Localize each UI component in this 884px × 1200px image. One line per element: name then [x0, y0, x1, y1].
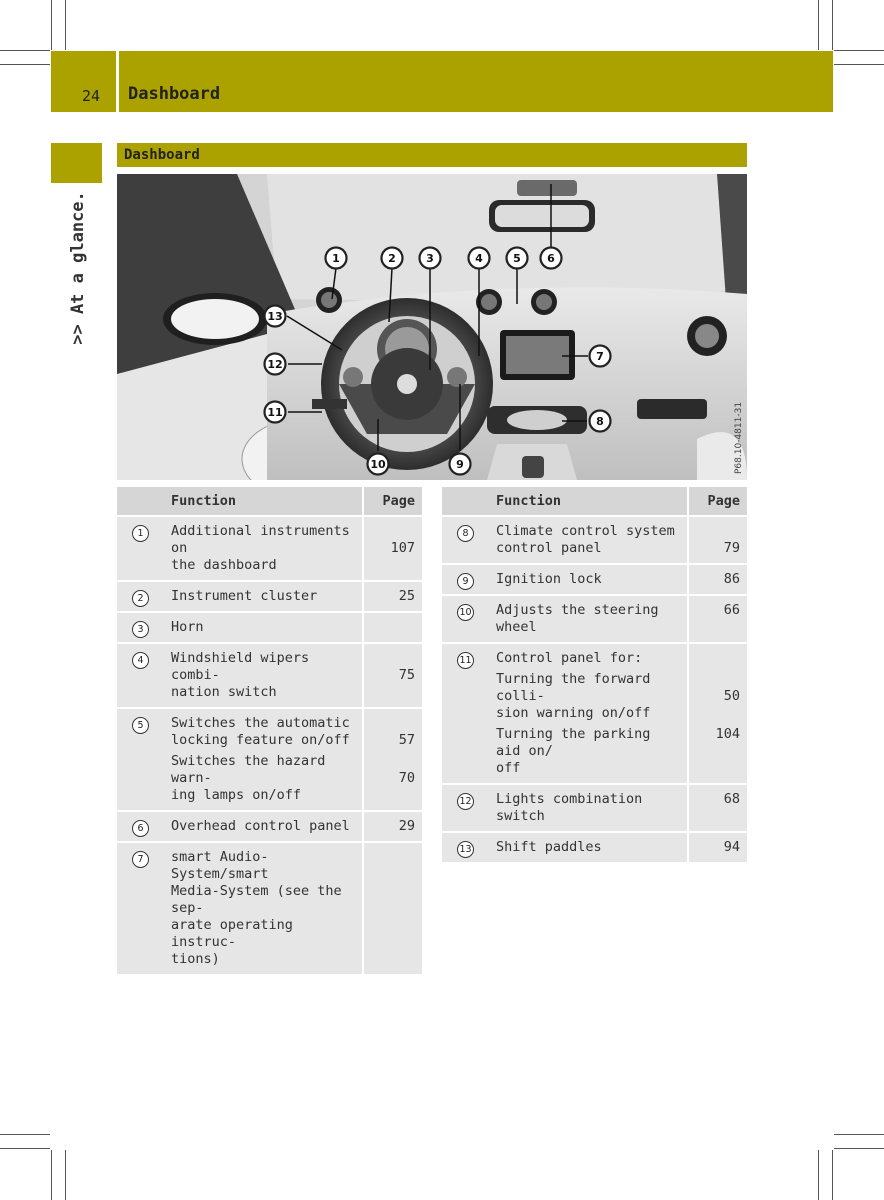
page-cell	[689, 642, 747, 783]
page-cell	[689, 594, 747, 642]
crop-mark	[51, 1150, 52, 1200]
crop-mark	[834, 1134, 884, 1135]
function-line: smart Audio-System/smart	[171, 849, 269, 882]
crop-mark	[65, 0, 66, 50]
item-number: 13	[457, 841, 474, 858]
page-cell	[364, 841, 422, 974]
page-ref: 50	[723, 688, 740, 704]
function-line: Turning the forward colli-	[496, 671, 651, 704]
side-tab-marker	[51, 143, 102, 183]
dashboard-photo	[117, 174, 747, 480]
function-line: Additional instruments on	[171, 523, 350, 556]
table-row	[442, 642, 747, 783]
page-ref: 86	[723, 571, 740, 587]
table-row	[442, 515, 747, 563]
function-line: locking feature on/off	[171, 732, 350, 748]
page-ref: 75	[398, 667, 415, 683]
function-cell	[489, 594, 689, 642]
page-cell	[689, 563, 747, 594]
function-cell	[164, 611, 364, 642]
table-row	[117, 515, 422, 580]
item-number: 6	[132, 820, 149, 837]
item-number: 7	[132, 851, 149, 868]
callout-label: 5	[513, 252, 521, 265]
crop-mark	[0, 50, 50, 51]
table-row	[442, 831, 747, 862]
callout-label: 7	[596, 350, 604, 363]
page-ref: 70	[398, 770, 415, 786]
callout-label: 6	[547, 252, 555, 265]
page-cell	[364, 707, 422, 810]
page-title: Dashboard	[128, 84, 221, 104]
item-number: 3	[132, 621, 149, 638]
function-cell	[164, 580, 364, 611]
page-number: 24	[82, 87, 101, 105]
function-line: the dashboard	[171, 557, 277, 573]
crop-mark	[834, 1148, 884, 1149]
item-number: 1	[132, 525, 149, 542]
callout-label: 12	[267, 358, 283, 371]
crop-mark	[832, 1150, 833, 1200]
header-divider	[116, 51, 119, 112]
callout-label: 2	[388, 252, 396, 265]
header-page: Page	[689, 487, 747, 515]
callout-label: 8	[596, 415, 604, 428]
table-row	[117, 707, 422, 810]
crop-mark	[832, 0, 833, 50]
page-cell	[364, 642, 422, 707]
header-function: Function	[489, 487, 689, 515]
header-page: Page	[364, 487, 422, 515]
crop-mark	[818, 1150, 819, 1200]
table-row	[442, 563, 747, 594]
function-cell	[164, 642, 364, 707]
page-ref: 68	[723, 791, 740, 807]
function-line: Shift paddles	[496, 839, 602, 855]
page-cell	[689, 831, 747, 862]
crop-mark	[65, 1150, 66, 1200]
table-row	[442, 594, 747, 642]
page-ref: 94	[723, 839, 740, 855]
function-line: Windshield wipers combi-	[171, 650, 310, 683]
table-row	[117, 611, 422, 642]
section-bar	[117, 143, 747, 167]
page-ref: 29	[398, 818, 415, 834]
function-cell	[489, 563, 689, 594]
item-number: 8	[457, 525, 474, 542]
function-cell	[164, 841, 364, 974]
callout-label: 10	[370, 458, 386, 471]
function-line: Media-System (see the sep-	[171, 883, 342, 916]
section-title: Dashboard	[124, 147, 200, 163]
function-line: Ignition lock	[496, 571, 602, 587]
table-row	[117, 841, 422, 974]
function-cell	[489, 783, 689, 831]
table-row	[117, 580, 422, 611]
page-ref: 104	[715, 726, 740, 742]
function-cell	[489, 515, 689, 563]
item-number: 12	[457, 793, 474, 810]
function-line: control panel	[496, 540, 602, 556]
callout-label: 4	[475, 252, 483, 265]
header-function: Function	[164, 487, 364, 515]
callout-label: 3	[426, 252, 434, 265]
function-cell	[164, 810, 364, 841]
function-line: Lights combination switch	[496, 791, 643, 824]
page-cell	[364, 611, 422, 642]
function-line: off	[496, 760, 521, 776]
function-line: Turning the parking aid on/	[496, 726, 651, 759]
function-line: Switches the hazard warn-	[171, 753, 326, 786]
function-line: sion warning on/off	[496, 705, 651, 721]
callout-label: 11	[267, 406, 283, 419]
item-number: 10	[457, 604, 474, 621]
table-row	[117, 642, 422, 707]
function-line: nation switch	[171, 684, 277, 700]
side-tab-label: >> At a glance.	[68, 191, 88, 345]
function-line: Instrument cluster	[171, 588, 318, 604]
image-reference-code: P68.10-4811-31	[734, 401, 744, 474]
page-ref: 57	[398, 732, 415, 748]
crop-mark	[834, 64, 884, 65]
page-ref: 107	[390, 540, 415, 556]
item-number: 4	[132, 652, 149, 669]
table-row	[117, 810, 422, 841]
page-ref: 25	[398, 588, 415, 604]
page-cell	[364, 810, 422, 841]
page-cell	[364, 580, 422, 611]
function-line: Adjusts the steering wheel	[496, 602, 659, 635]
function-table-left	[117, 487, 422, 974]
function-line: Control panel for:	[496, 650, 643, 666]
function-line: tions)	[171, 951, 220, 967]
callout-label: 13	[267, 310, 283, 323]
crop-mark	[0, 1148, 50, 1149]
crop-mark	[834, 50, 884, 51]
function-line: arate operating instruc-	[171, 917, 293, 950]
page-cell	[689, 783, 747, 831]
page-cell	[689, 515, 747, 563]
callout-label: 9	[456, 458, 464, 471]
crop-mark	[51, 0, 52, 50]
function-cell	[164, 707, 364, 810]
page-cell	[364, 515, 422, 580]
table-row	[442, 783, 747, 831]
function-line: Overhead control panel	[171, 818, 350, 834]
callout-label: 1	[332, 252, 340, 265]
function-cell	[164, 515, 364, 580]
function-line: Switches the automatic	[171, 715, 350, 731]
item-number: 5	[132, 717, 149, 734]
function-line: Climate control system	[496, 523, 675, 539]
item-number: 9	[457, 573, 474, 590]
crop-mark	[0, 1134, 50, 1135]
function-line: ing lamps on/off	[171, 787, 302, 803]
item-number: 11	[457, 652, 474, 669]
page-ref: 66	[723, 602, 740, 618]
crop-mark	[0, 64, 50, 65]
function-cell	[489, 642, 689, 783]
crop-mark	[818, 0, 819, 50]
item-number: 2	[132, 590, 149, 607]
function-line: Horn	[171, 619, 204, 635]
function-table-right	[442, 487, 747, 862]
function-cell	[489, 831, 689, 862]
page-ref: 79	[723, 540, 740, 556]
